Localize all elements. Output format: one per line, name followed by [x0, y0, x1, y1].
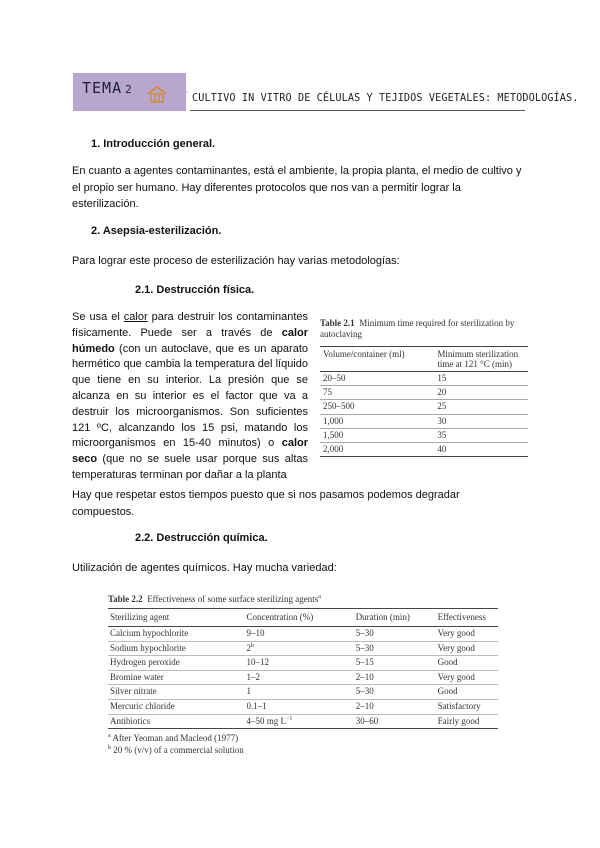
table-row [320, 372, 528, 386]
table-cell: 5–30 [354, 685, 436, 700]
unit-exponent: −1 [286, 715, 293, 722]
section-2-1-note [72, 487, 542, 520]
tema-text: TEMA [82, 79, 123, 97]
table-2-2-footnotes [108, 732, 498, 756]
table-row [320, 386, 528, 400]
section-1-line: el propio ser humano. Hay diferentes protocolos que nos van a permitir lograr la [72, 181, 461, 194]
section-1-heading: 1. Introducción general. [91, 138, 216, 150]
calor-humedo-term: calor húmedo [72, 326, 308, 355]
table-cell: 1 [245, 685, 354, 700]
table-row [108, 670, 498, 685]
calor-term: calor [123, 311, 148, 323]
table-cell: 2–10 [354, 670, 436, 685]
table-cell: 2,000 [320, 443, 434, 457]
table-header-cell: Duration (min) [354, 609, 436, 627]
section-2-2-heading: 2.2. Destrucción química. [135, 532, 268, 544]
section-1-body [72, 163, 542, 213]
table-cell: Good [436, 685, 498, 700]
table-2-1-grid [320, 346, 528, 457]
table-2-2-caption-text: Effectiveness of some surface sterilizing agents [147, 594, 319, 604]
para-text: (que no se suele usar porque sus altas temperaturas terminan por dañar a la planta [72, 453, 308, 481]
table-2-1-label: Table 2.1 [320, 318, 355, 328]
footnote-a [108, 732, 498, 744]
section-2-heading: 2. Asepsia-esterilización. [91, 225, 222, 237]
table-2-2-label: Table 2.2 [108, 594, 143, 604]
table-row [108, 627, 498, 642]
para-text: para destruir los contaminantes físicamente. Puede ser a través de [72, 311, 308, 339]
table-header-row [108, 609, 498, 627]
table-cell: 15 [434, 372, 528, 386]
table-cell [245, 641, 354, 656]
table-cell: 0.1–1 [245, 699, 354, 714]
building-icon [147, 85, 167, 103]
table-cell: 40 [434, 443, 528, 457]
table-header-cell: Sterilizing agent [108, 609, 245, 627]
table-cell: Mercuric chloride [108, 699, 245, 714]
table-row [108, 656, 498, 671]
tema-number: 2 [125, 83, 133, 96]
table-cell: Very good [436, 641, 498, 656]
table-cell: Hydrogen peroxide [108, 656, 245, 671]
table-cell: 75 [320, 386, 434, 400]
table-cell: Fairly good [436, 714, 498, 729]
table-cell: 5–30 [354, 627, 436, 642]
header-title: CULTIVO IN VITRO DE CÉLULAS Y TEJIDOS VEGETALES: METODOLOGÍAS. [192, 93, 579, 104]
footnote-mark: b [251, 642, 254, 649]
table-cell: Good [436, 656, 498, 671]
tema-label [82, 79, 133, 97]
table-2-1 [320, 318, 528, 457]
note-line: compuestos. [72, 505, 135, 518]
table-cell: 1,500 [320, 428, 434, 442]
para-text: Se usa el [72, 311, 124, 323]
table-cell: Sodium hypochlorite [108, 641, 245, 656]
table-row [108, 685, 498, 700]
cell-value: 4–50 mg L [246, 715, 286, 726]
table-cell: 2–10 [354, 699, 436, 714]
para-text: (con un autoclave, que es un aparato hermético que cambia la temperatura del líquido que tiene en su interior. La presión que se alcanza en su interior es el factor que va a destruir los microorganismos. Son suficientes 121 ºC, alcanzando los 15 psi, matando los microorganismos en 15-40 minutos) o [72, 342, 308, 450]
table-header-cell: Volume/container (ml) [320, 347, 434, 372]
table-row [108, 641, 498, 656]
table-cell: Calcium hypochlorite [108, 627, 245, 642]
table-cell: 10–12 [245, 656, 354, 671]
table-2-2-grid [108, 608, 498, 729]
table-cell: 30 [434, 414, 528, 428]
section-2-1-paragraph [72, 310, 308, 484]
table-header-row [320, 347, 528, 372]
table-header-cell: Concentration (%) [245, 609, 354, 627]
table-cell: 20 [434, 386, 528, 400]
cell-value: 2 [246, 642, 251, 653]
section-2-1-heading: 2.1. Destrucción física. [135, 284, 255, 296]
footnote-mark: a [108, 733, 111, 740]
table-2-2-caption [108, 594, 498, 605]
calor-seco-term: calor seco [72, 437, 308, 466]
table-cell: 5–15 [354, 656, 436, 671]
table-cell: 25 [434, 400, 528, 414]
table-row [320, 428, 528, 442]
table-2-1-caption [320, 318, 528, 340]
table-cell: 30–60 [354, 714, 436, 729]
table-row [320, 443, 528, 457]
footnote-text: 20 % (v/v) of a commercial solution [113, 745, 244, 756]
header-underline [190, 110, 525, 111]
table-cell: Antibiotics [108, 714, 245, 729]
table-header-cell: Minimum sterilization time at 121 °C (min) [434, 347, 528, 372]
table-2-1-caption-text: Minimum time required for sterilization by autoclaving [320, 318, 515, 339]
section-2-intro: Para lograr este proceso de esterilización hay varias metodologías: [72, 255, 400, 267]
note-line: Hay que respetar estos tiempos puesto que si nos pasamos podemos degradar [72, 489, 460, 501]
table-cell: 1–2 [245, 670, 354, 685]
section-2-2-intro: Utilización de agentes químicos. Hay mucha variedad: [72, 562, 337, 574]
table-cell: Very good [436, 627, 498, 642]
caption-footnote-mark: a [318, 594, 321, 600]
table-cell: Satisfactory [436, 699, 498, 714]
table-cell: 5–30 [354, 641, 436, 656]
table-cell: 20–50 [320, 372, 434, 386]
table-cell: Bromine water [108, 670, 245, 685]
table-cell: Silver nitrate [108, 685, 245, 700]
table-cell: 35 [434, 428, 528, 442]
table-row [320, 414, 528, 428]
footnote-mark: b [108, 745, 111, 752]
table-row [108, 699, 498, 714]
footnote-b [108, 744, 498, 756]
table-row [108, 714, 498, 729]
table-cell: 1,000 [320, 414, 434, 428]
section-1-line: En cuanto a agentes contaminantes, está el ambiente, la propia planta, el medio de cultivo y [72, 165, 522, 177]
table-cell: 9–10 [245, 627, 354, 642]
table-cell: Very good [436, 670, 498, 685]
table-cell: 250–500 [320, 400, 434, 414]
table-2-2 [108, 594, 498, 756]
table-header-cell: Effectiveness [436, 609, 498, 627]
table-row [320, 400, 528, 414]
table-cell [245, 714, 354, 729]
section-1-line: esterilización. [72, 198, 139, 210]
footnote-text: After Yeoman and Macleod (1977) [112, 733, 239, 744]
